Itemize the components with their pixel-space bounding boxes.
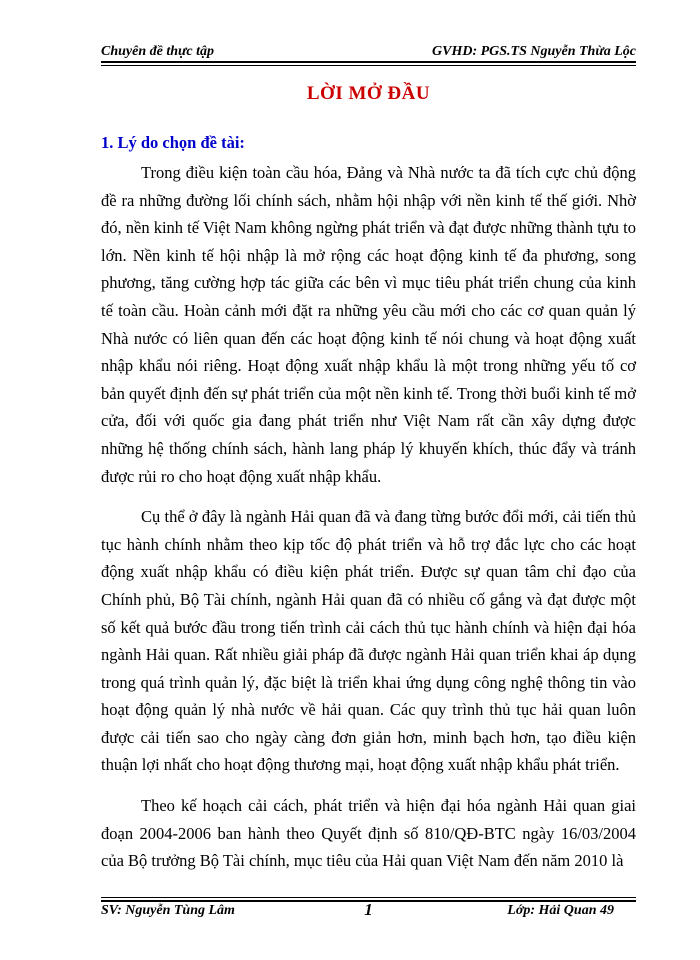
paragraph-1: Trong điều kiện toàn cầu hóa, Đảng và Nhà nước ta đã tích cực chủ động đề ra những đường lối chính sách, nhằm hội nhập với nền kinh tế thế giới. Nhờ đó, nền kinh tế Việt Nam không ngừng phát triển và đạt được những thành tựu to lớn. Nền kinh tế hội nhập là mở rộng các hoạt động kinh tế đa phương, song phương, tăng cường hợp tác giữa các bên vì mục tiêu phát triển chung của kinh tế toàn cầu. Hoàn cảnh mới đặt ra những yêu cầu mới cho các cơ quan quản lý Nhà nước có liên quan đến các hoạt động kinh tế nói chung và hoạt động xuất nhập khẩu nói riêng. Hoạt động xuất nhập khẩu là một trong những yếu tố cơ bản quyết định đến sự phát triển của một nền kinh tế. Trong thời buổi kinh tế mở cửa, đối với quốc gia đang phát triển như Việt Nam rất cần xây dựng được những hệ thống chính sách, hành lang pháp lý khuyến khích, thúc đẩy và tránh được rủi ro cho hoạt động xuất nhập khẩu. bbox=[101, 163, 636, 486]
header-left-text: Chuyên đề thực tập bbox=[101, 44, 215, 59]
page-footer bbox=[101, 900, 636, 923]
header-rule-thick bbox=[101, 61, 636, 63]
section-heading: 1. Lý do chọn đề tài: bbox=[101, 133, 245, 152]
footer-class: Lớp: Hải Quan 49 bbox=[507, 903, 614, 918]
header-right-text: GVHD: PGS.TS Nguyễn Thừa Lộc bbox=[432, 44, 636, 59]
body-text bbox=[101, 159, 636, 888]
paragraph-3: Theo kế hoạch cải cách, phát triển và hiện đại hóa ngành Hải quan giai đoạn 2004-2006 ban hành theo Quyết định số 810/QĐ-BTC ngày 16/03/2004 của Bộ trưởng Bộ Tài chính, mục tiêu của Hải quan Việt Nam đến năm 2010 là bbox=[101, 796, 636, 871]
page-title: LỜI MỞ ĐẦU bbox=[306, 83, 431, 104]
page-number: 1 bbox=[364, 900, 373, 919]
paragraph-2: Cụ thể ở đây là ngành Hải quan đã và đang từng bước đổi mới, cải tiến thủ tục hành chính nhằm theo kịp tốc độ phát triển và hỗ trợ đắc lực cho các hoạt động xuất nhập khẩu có điều kiện phát triển. Được sự quan tâm chỉ đạo của Chính phủ, Bộ Tài chính, ngành Hải quan đã có nhiều cố gắng và đạt được một số kết quả bước đầu trong tiến trình cải cách thủ tục hành chính và hiện đại hóa ngành Hải quan. Rất nhiều giải pháp đã được ngành Hải quan triển khai áp dụng trong quá trình quản lý, đặc biệt là triển khai ứng dụng công nghệ thông tin vào hoạt động quản lý nhà nước về hải quan. Các quy trình thủ tục hải quan luôn được cải tiến sao cho ngày càng đơn giản hơn, minh bạch hơn, tạo điều kiện thuận lợi nhất cho hoạt động thương mại, hoạt động xuất nhập khẩu phát triển. bbox=[101, 507, 636, 775]
footer-rule-thin bbox=[101, 897, 636, 898]
page-header bbox=[101, 40, 636, 60]
footer-student: SV: Nguyễn Tùng Lâm bbox=[101, 903, 235, 918]
header-rule-thin bbox=[101, 65, 636, 66]
